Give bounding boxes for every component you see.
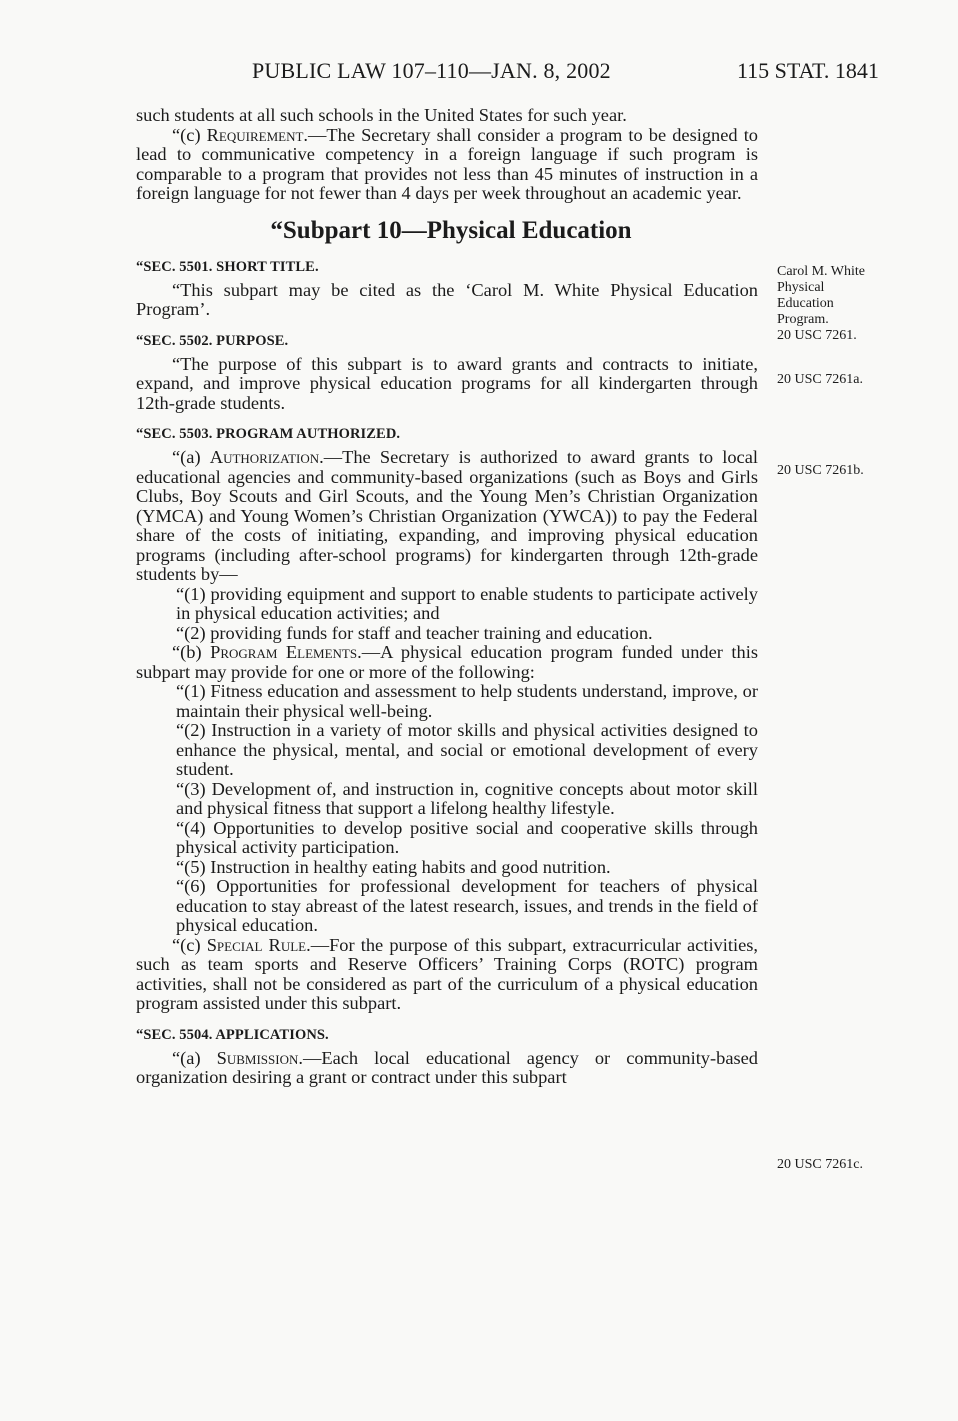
list-item: “(4) Opportunities to develop positive social and cooperative skills through physical activity participation. bbox=[176, 817, 758, 857]
section-heading-5503: “SEC. 5503. PROGRAM AUTHORIZED. bbox=[136, 426, 401, 442]
paragraph-requirement bbox=[136, 126, 758, 204]
list-item: “(3) Development of, and instruction in, cognitive concepts about motor skill and physical fitness that support a lifelong healthy lifestyle. bbox=[176, 778, 758, 818]
section-heading-5501: “SEC. 5501. SHORT TITLE. bbox=[136, 258, 319, 275]
page-header bbox=[0, 58, 958, 88]
paragraph-heading: Requirement bbox=[206, 124, 304, 145]
margin-note-line: Physical bbox=[777, 280, 825, 295]
paragraph-special-rule bbox=[136, 936, 758, 1014]
paragraph-text: .—A physical education program funded under this subpart may provide for one or more of the following: bbox=[136, 642, 758, 682]
section-heading-5502: “SEC. 5502. PURPOSE. bbox=[136, 332, 289, 349]
paragraph-lead: “(c) bbox=[172, 124, 207, 145]
margin-note-5503: 20 USC 7261b. bbox=[777, 463, 864, 478]
header-title: PUBLIC LAW 107–110—JAN. 8, 2002 bbox=[252, 58, 611, 83]
paragraph-text: .—The Secretary is authorized to award grants to local educational agencies and community-based organizations (such as Boys and Girls Clubs, Boy Scouts and Girl Scouts, and the Young Men’s Christian Organization (YMCA) and Young Women’s Christian Organization (YWCA)) to pay the Federal share of the costs of initiating, expanding, and improving physical education programs (including after-school programs) for kindergarten through 12th-grade students by— bbox=[136, 447, 758, 584]
list-item: “(6) Opportunities for professional development for teachers of physical education to stay abreast of the latest research, issues, and trends in the field of physical education. bbox=[176, 876, 758, 935]
paragraph-authorization bbox=[136, 448, 758, 585]
margin-note-line: Carol M. White bbox=[777, 264, 866, 279]
list-item: “(5) Instruction in healthy eating habits and good nutrition. bbox=[176, 856, 611, 877]
paragraph-text: .—For the purpose of this subpart, extracurricular activities, such as team sports and Reserve Officers’ Training Corps (ROTC) program activities, shall not be considered as part of the curriculum of a physical education program assisted under this subpart. bbox=[136, 934, 759, 1013]
list-item: “(1) Fitness education and assessment to help students understand, improve, or maintain their physical well-being. bbox=[176, 681, 758, 721]
paragraph-lead: “(c) bbox=[172, 934, 207, 955]
subpart-heading: “Subpart 10—Physical Education bbox=[270, 216, 632, 244]
margin-note-5504: 20 USC 7261c. bbox=[777, 1157, 863, 1172]
paragraph-submission bbox=[136, 1049, 758, 1088]
list-item: “(2) providing funds for staff and teacher training and education. bbox=[176, 622, 653, 643]
margin-note-line: 20 USC 7261. bbox=[777, 328, 857, 343]
paragraph-lead: “(a) bbox=[172, 447, 210, 467]
header-stat-page: 115 STAT. 1841 bbox=[737, 58, 879, 83]
paragraph: “This subpart may be cited as the ‘Carol M. White Physical Education Program’. bbox=[136, 279, 758, 319]
document-body bbox=[136, 106, 758, 1088]
list-item: “(1) providing equipment and support to enable students to participate actively in physical education activities; and bbox=[176, 583, 758, 623]
paragraph: such students at all such schools in the United States for such year. bbox=[136, 105, 627, 125]
paragraph-heading: Authorization bbox=[209, 447, 320, 467]
margin-note-5502: 20 USC 7261a. bbox=[777, 372, 863, 387]
paragraph-heading: Submission bbox=[216, 1047, 299, 1068]
paragraph-lead: “(b) bbox=[172, 642, 211, 662]
paragraph-program-elements bbox=[136, 643, 758, 682]
paragraph-text: .—Each local educational agency or community-based organization desiring a grant or contract under this subpart bbox=[136, 1047, 758, 1087]
section-heading-5504: “SEC. 5504. APPLICATIONS. bbox=[136, 1026, 329, 1043]
margin-note-line: Education bbox=[777, 296, 834, 311]
list-item: “(2) Instruction in a variety of motor skills and physical activities designed to enhance the physical, mental, and social or emotional development of every student. bbox=[176, 720, 758, 779]
paragraph: “The purpose of this subpart is to award grants and contracts to initiate, expand, and improve physical education programs for all kindergarten through 12th-grade students. bbox=[136, 353, 758, 413]
paragraph-text: .—The Secretary shall consider a program to be designed to lead to communicative competency in a foreign language if such program is comparable to a program that provides not less than 45 minutes of instruction in a foreign language for not fewer than 4 days per week throughout an academic year. bbox=[136, 124, 758, 203]
paragraph-lead: “(a) bbox=[172, 1047, 217, 1068]
margin-note-short-title bbox=[777, 264, 865, 344]
margin-note-line: Program. bbox=[777, 312, 829, 327]
paragraph-heading: Special Rule bbox=[206, 934, 307, 955]
paragraph-heading: Program Elements bbox=[210, 642, 358, 662]
